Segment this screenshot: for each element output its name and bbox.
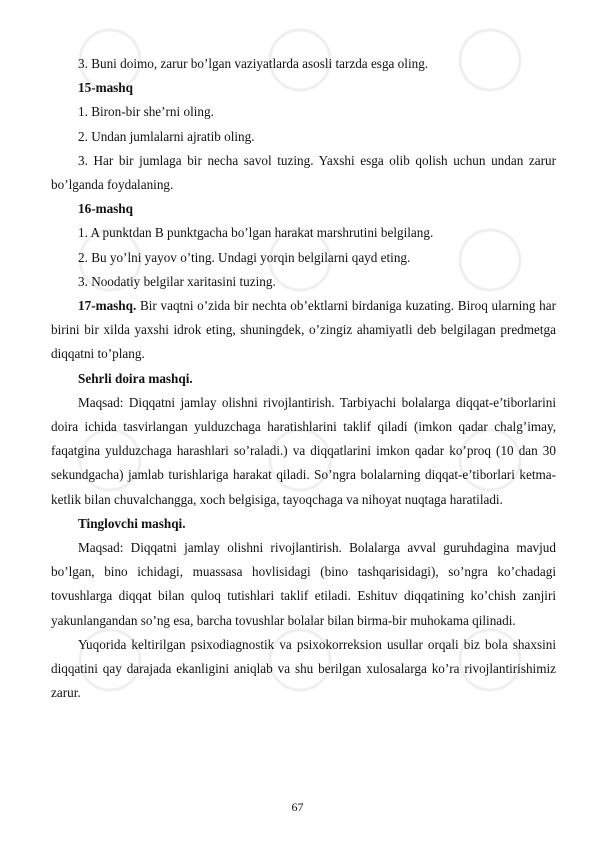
paragraph-ex15-step-2: 2. Undan jumlalarni ajratib oling. (78, 128, 255, 144)
paragraph-ex15-step-1: 1. Biron-bir she’rni oling. (78, 104, 214, 120)
paragraph-ex16-step-3: 3. Noodatiy belgilar xaritasini tuzing. (78, 273, 276, 289)
paragraph-ex16-step-1: 1. A punktdan B punktgacha bo’lgan harakat marshrutini belgilang. (78, 225, 434, 241)
paragraph-exercise-17 (51, 294, 556, 367)
heading-exercise-17: 17-mashq. (78, 298, 137, 314)
paragraph-ex16-step-2: 2. Bu yo’lni yayov o’ting. Undagi yorqin belgilarni qayd eting. (78, 249, 411, 265)
paragraph-conclusion: Yuqorida keltirilgan psixodiagnostik va psixokorreksion usullar orqali biz bola shaxsini diqqatini qay darajada ekanligini aniqlab va shu berilgan xulosalarga ko’ra rivojlantirishimiz zarur. (51, 636, 556, 701)
paragraph-step-3-recall: 3. Buni doimo, zarur bo’lgan vaziyatlarda asosli tarzda esga oling. (78, 56, 429, 71)
heading-exercise-16: 16-mashq (78, 201, 133, 217)
heading-tinglovchi: Tinglovchi mashqi. (78, 515, 186, 531)
heading-exercise-15: 15-mashq (78, 80, 133, 96)
document-body (51, 52, 556, 705)
heading-sehrli-doira: Sehrli doira mashqi. (78, 370, 193, 386)
paragraph-sehrli-doira: Maqsad: Diqqatni jamlay olishni rivojlantirish. Tarbiyachi bolalarga diqqat-e’tiborlarini doira ichida tasvirlangan yulduzchaga haratishlarini taklif qiladi (imkon qadar chalg’imay, faqatgina yulduzchaga harashlari so’raladi.) va diqqatlarini imkon qadar ko’proq (10 dan 30 sekundgacha) jamlab turishlariga harakat qiladi. So’ngra bolalarning diqqat-e’tiborlari ketma-ketlik bilan chuvalchangga, xoch belgisiga, tayoqchaga va nihoyat nuqtaga haratiladi. (51, 394, 556, 507)
exercise-17-text: Bir vaqtni o’zida bir nechta ob’ektlarni birdaniga kuzating. Biroq ularning har birini bir xilda yaxshi idrok eting, shuningdek, o’zingiz ahamiyatli deb belgilagan predmetga diqqatni to’plang. (51, 298, 556, 362)
paragraph-ex15-step-3: 3. Har bir jumlaga bir necha savol tuzing. Yaxshi esga olib qolish uchun undan zarur bo’lganda foydalaning. (51, 152, 556, 193)
page-number: 67 (291, 800, 304, 814)
paragraph-tinglovchi: Maqsad: Diqqatni jamlay olishni rivojlantirish. Bolalarga avval guruhdagina mavjud bo’lgan, bino ichidagi, muassasa hovlisidagi (bino tashqarisidagi), so’ngra ko’chadagi tovushlarga diqqat bilan quloq tutishlari taklif etiladi. Eshituv diqqatining ko’chish zanjiri yakunlangandan so’ng esa, barcha tovushlar bolalar bilan birma-bir muhokama qilinadi. (51, 540, 556, 628)
